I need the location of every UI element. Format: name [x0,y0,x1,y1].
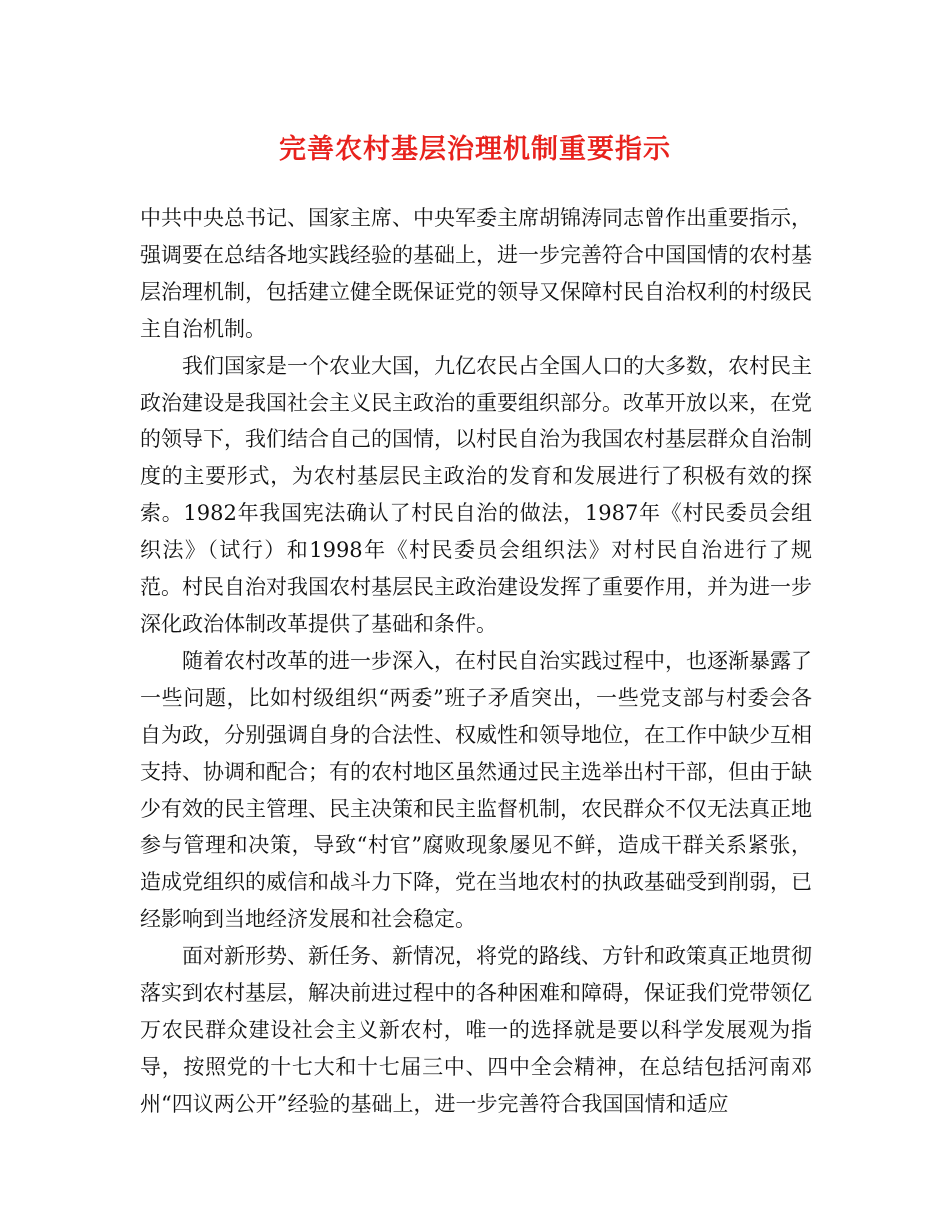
paragraph-1: 中共中央总书记、国家主席、中央军委主席胡锦涛同志曾作出重要指示，强调要在总结各地实践经验的基础上，进一步完善符合中国国情的农村基层治理机制，包括建立健全既保证党的领导又保障村民自治权利的村级民主自治机制。 [140,206,812,341]
document-title: 完善农村基层治理机制重要指示 [279,134,671,165]
document-body [140,200,812,1123]
paragraph-3: 随着农村改革的进一步深入，在村民自治实践过程中，也逐渐暴露了一些问题，比如村级组织“两委”班子矛盾突出，一些党支部与村委会各自为政，分别强调自身的合法性、权威性和领导地位，在工作中缺少互相支持、协调和配合；有的农村地区虽然通过民主选举出村干部，但由于缺少有效的民主管理、民主决策和民主监督机制，农民群众不仅无法真正地参与管理和决策，导致“村官”腐败现象屡见不鲜，造成干群关系紧张，造成党组织的威信和战斗力下降，党在当地农村的执政基础受到削弱，已经影响到当地经济发展和社会稳定。 [140,648,812,932]
paragraph-4: 面对新形势、新任务、新情况，将党的路线、方针和政策真正地贯彻落实到农村基层，解决前进过程中的各种困难和障碍，保证我们党带领亿万农民群众建设社会主义新农村，唯一的选择就是要以科学发展观为指导，按照党的十七大和十七届三中、四中全会精神，在总结包括河南邓州“四议两公开”经验的基础上，进一步完善符合我国国情和适应 [140,944,812,1116]
paragraph-2: 我们国家是一个农业大国，九亿农民占全国人口的大多数，农村民主政治建设是我国社会主义民主政治的重要组织部分。改革开放以来，在党的领导下，我们结合自己的国情，以村民自治为我国农村基层群众自治制度的主要形式，为农村基层民主政治的发育和发展进行了积极有效的探索。1982年我国宪法确认了村民自治的做法，1987年《村民委员会组织法》（试行）和1998年《村民委员会组织法》对村民自治进行了规范。村民自治对我国农村基层民主政治建设发挥了重要作用，并为进一步深化政治体制改革提供了基础和条件。 [140,353,812,636]
